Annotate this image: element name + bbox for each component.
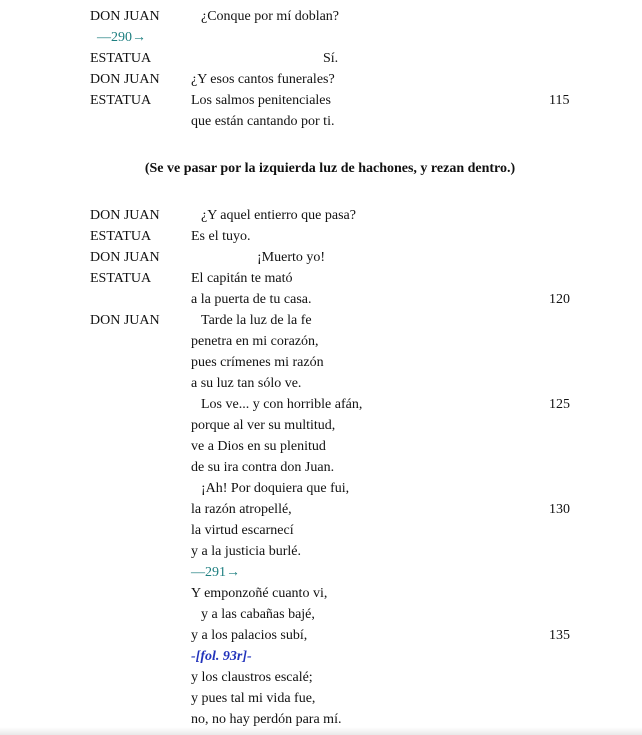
verse-line [0, 457, 642, 478]
verse-text: de su ira contra don Juan. [191, 460, 335, 475]
page-marker-290[interactable]: —290→ [97, 30, 146, 45]
verse-line [0, 268, 642, 289]
verse-text: a su luz tan sólo ve. [191, 376, 302, 391]
folio-marker[interactable]: -[fol. 93r]- [191, 649, 252, 664]
verse-line [0, 111, 642, 132]
verse-line [0, 6, 642, 27]
verse-line [0, 289, 642, 310]
verse-text: y a la justicia burlé. [191, 544, 302, 559]
verse-text: ¿Y aquel entierro que pasa? [201, 208, 356, 223]
page-marker-291[interactable]: —291→ [191, 565, 240, 580]
verse-line [0, 205, 642, 226]
verse-text: ve a Dios en su plenitud [191, 439, 326, 454]
speaker-name: DON JUAN [90, 72, 160, 87]
verse-line [0, 541, 642, 562]
verse-text: Es el tuyo. [191, 229, 251, 244]
verse-line [0, 499, 642, 520]
verse-text: ¿Y esos cantos funerales? [191, 72, 335, 87]
verse-text: la razón atropellé, [191, 502, 292, 517]
verse-line [0, 667, 642, 688]
page-marker-line [0, 562, 642, 583]
verse-text: ¡Muerto yo! [257, 250, 326, 265]
verse-line [0, 331, 642, 352]
verse-line [0, 415, 642, 436]
speaker-name: ESTATUA [90, 51, 152, 66]
speaker-name: DON JUAN [90, 208, 160, 223]
verse-text: y a las cabañas bajé, [201, 607, 315, 622]
speaker-name: DON JUAN [90, 313, 160, 328]
line-number: 135 [549, 628, 570, 643]
verse-text: y a los palacios subí, [191, 628, 308, 643]
folio-line [0, 646, 642, 667]
verse-text: no, no hay perdón para mí. [191, 712, 342, 727]
verse-text: a la puerta de tu casa. [191, 292, 312, 307]
verse-text: penetra en mi corazón, [191, 334, 319, 349]
speaker-name: ESTATUA [90, 93, 152, 108]
verse-line [0, 373, 642, 394]
verse-line [0, 520, 642, 541]
speaker-name: DON JUAN [90, 9, 160, 24]
verse-line [0, 90, 642, 111]
speaker-name: ESTATUA [90, 271, 152, 286]
verse-line [0, 352, 642, 373]
verse-text: pues crímenes mi razón [191, 355, 324, 370]
line-number: 130 [549, 502, 570, 517]
line-number: 115 [549, 93, 570, 108]
verse-text: Los ve... y con horrible afán, [201, 397, 363, 412]
stage-direction: (Se ve pasar por la izquierda luz de hachones, y rezan dentro.) [144, 161, 516, 176]
verse-text: Los salmos penitenciales [191, 93, 331, 108]
verse-text: El capitán te mató [191, 271, 293, 286]
verse-text: porque al ver su multitud, [191, 418, 336, 433]
verse-text: y pues tal mi vida fue, [191, 691, 316, 706]
verse-text: ¡Ah! Por doquiera que fui, [201, 481, 350, 496]
verse-line [0, 48, 642, 69]
verse-line [0, 436, 642, 457]
verse-line [0, 478, 642, 499]
verse-text: Tarde la luz de la fe [201, 313, 312, 328]
verse-text: Sí. [323, 51, 339, 66]
speaker-name: ESTATUA [90, 229, 152, 244]
verse-line [0, 604, 642, 625]
verse-text: ¿Conque por mí doblan? [201, 9, 340, 24]
page-marker-line [0, 27, 642, 48]
verse-text: que están cantando por ti. [191, 114, 335, 129]
verse-line [0, 583, 642, 604]
verse-line [0, 226, 642, 247]
verse-line [0, 688, 642, 709]
verse-line [0, 625, 642, 646]
line-number: 125 [549, 397, 570, 412]
verse-line [0, 394, 642, 415]
verse-text: Y emponzoñé cuanto vi, [191, 586, 328, 601]
speaker-name: DON JUAN [90, 250, 160, 265]
page-bottom-fade [0, 727, 642, 735]
verse-line [0, 310, 642, 331]
line-number: 120 [549, 292, 570, 307]
verse-text: y los claustros escalé; [191, 670, 313, 685]
verse-text: la virtud escarnecí [191, 523, 294, 538]
verse-line [0, 69, 642, 90]
verse-line [0, 247, 642, 268]
